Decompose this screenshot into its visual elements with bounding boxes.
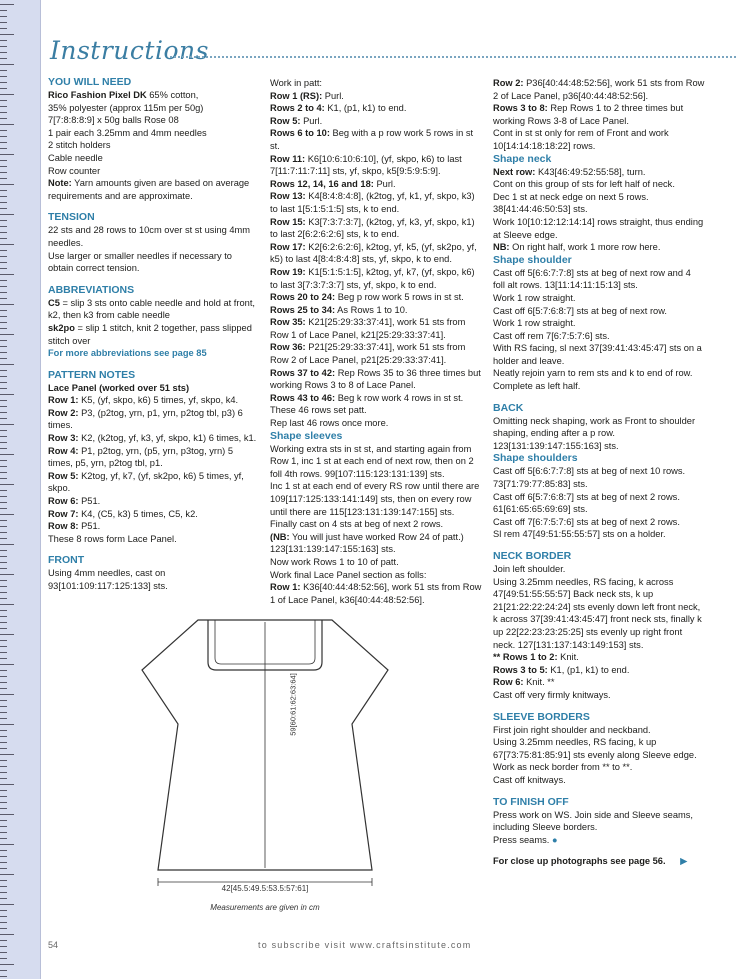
ruler-tick <box>0 502 7 503</box>
ruler-tick <box>0 280 7 281</box>
column-2 <box>270 77 482 606</box>
final-lace: Work final Lace Panel section as folls: <box>270 569 427 580</box>
ruler-tick <box>0 418 7 419</box>
ruler-tick <box>0 892 7 893</box>
ruler-tick <box>0 448 7 449</box>
ruler-tick <box>0 202 7 203</box>
ruler-tick <box>0 16 7 17</box>
ruler-tick <box>0 634 14 635</box>
neck-line: Cont on this group of sts for left half of neck. <box>493 179 675 190</box>
sleeve-para: Working extra sts in st st, and starting again from Row 1, inc 1 st at each end of next row, then on 2 foll 4th rows. 99[107:115:123:131:139] sts. <box>270 443 474 479</box>
ruler-tick <box>0 778 7 779</box>
ruler-tick <box>0 934 14 935</box>
patt-row: Row 11: K6[10:6:10:6:10], (yf, skpo, k6) to last 7[11:7:11:7:11] sts, yf, skpo, k5[9:5:9:5:9]. <box>270 153 462 177</box>
ruler-tick <box>0 70 7 71</box>
ruler-tick <box>0 916 7 917</box>
ruler-tick <box>0 460 7 461</box>
ruler-tick <box>0 262 7 263</box>
shoulder-line: Cast off rem 7[6:7:5:7:6] sts. <box>493 330 610 341</box>
ruler-tick <box>0 964 14 965</box>
neck-border-heading: NECK BORDER <box>493 550 572 562</box>
ruler-tick <box>0 358 7 359</box>
patt-row: Rows 37 to 42: Rep Rows 35 to 36 three times but working Rows 3 to 8 of Lace Panel. <box>270 367 481 391</box>
back-text: Omitting neck shaping, work as Front to shoulder shaping, ending after a p row. 123[131:139:147:155:163] sts. <box>493 415 696 451</box>
ruler-tick <box>0 154 14 155</box>
ruler-tick <box>0 586 7 587</box>
patt-row: Row 2: P36[40:44:48:52:56], work 51 sts from Row 2 of Lace Panel, p36[40:44:48:52:56]. <box>493 78 705 101</box>
ruler-tick <box>0 556 7 557</box>
sleeve-border-line: Using 3.25mm needles, RS facing, k up 67[73:75:81:85:91] sts evenly along Sleeve edge. <box>493 737 697 760</box>
ruler-tick <box>0 316 7 317</box>
ruler-tick <box>0 814 14 815</box>
sleeve-para: Inc 1 st at each end of every RS row until there are 109[117:125:133:141:149] sts, then on every row until there are 115[123:131:139:147:155] sts. <box>270 481 480 517</box>
ruler-tick <box>0 724 14 725</box>
ruler-tick <box>0 676 7 677</box>
tension-line: Use larger or smaller needles if necessary to obtain correct tension. <box>48 250 232 274</box>
shape-shoulder-heading: Shape shoulder <box>493 253 572 266</box>
ruler-tick <box>0 766 7 767</box>
front-text: Using 4mm needles, cast on 93[101:109:117:125:133] sts. <box>48 568 168 591</box>
ruler-tick <box>0 436 7 437</box>
ruler-tick <box>0 736 7 737</box>
ruler-tick <box>0 580 7 581</box>
ruler-tick <box>0 256 7 257</box>
next-row: Next row: K43[46:49:52:55:58], turn. <box>493 166 646 177</box>
ruler-tick <box>0 688 7 689</box>
patt-row: Row 5: Purl. <box>270 115 323 126</box>
ruler-tick <box>0 898 7 899</box>
ruler-tick <box>0 472 7 473</box>
ruler-tick <box>0 400 7 401</box>
ruler-tick <box>0 238 7 239</box>
ruler-tick <box>0 322 7 323</box>
ruler-tick <box>0 514 14 515</box>
shoulder-line: Cast off 6[5:7:6:8:7] sts at beg of next row. <box>493 305 667 316</box>
front-heading: FRONT <box>48 554 85 567</box>
ruler-tick <box>0 370 7 371</box>
ruler-tick <box>0 646 7 647</box>
ruler-tick <box>0 208 7 209</box>
ruler-tick <box>0 430 7 431</box>
ruler-tick <box>0 112 7 113</box>
ruler-tick <box>0 598 7 599</box>
neck-line: Dec 1 st at neck edge on next 5 rows. 38[41:44:46:50:53] sts. <box>493 191 649 215</box>
lace-row: Row 2: P3, (p2tog, yrn, p1, yrn, p2tog tbl, p3) 6 times. <box>48 407 243 431</box>
ruler-tick <box>0 808 7 809</box>
ruler-tick <box>0 520 7 521</box>
ruler-tick <box>0 880 7 881</box>
ruler-tick <box>0 574 14 575</box>
ruler-tick <box>0 292 7 293</box>
ruler-tick <box>0 376 7 377</box>
ruler-tick <box>0 34 14 35</box>
abbreviation-item: sk2po = slip 1 stitch, knit 2 together, pass slipped stitch over <box>48 322 252 346</box>
sleeve-para: Finally cast on 4 sts at beg of next 2 rows. <box>270 519 444 530</box>
ruler-tick <box>0 550 7 551</box>
patt-row: Row 17: K2[6:2:6:2:6], k2tog, yf, k5, (yf, sk2po, yf, k5) to last 4[8:4:8:4:8] sts, yf, skpo, k to end. <box>270 241 477 265</box>
ruler-tick <box>0 274 14 275</box>
ruler-tick <box>0 196 7 197</box>
lace-row: Row 3: K2, (k2tog, yf, k3, yf, skpo, k1) 6 times, k1. <box>48 433 257 444</box>
shoulders-line: Cast off 5[6:6:7:7:8] sts at beg of next 10 rows. 73[71:79:77:85:83] sts. <box>493 466 686 490</box>
ruler-tick <box>0 862 7 863</box>
yarn-note: Note: Yarn amounts given are based on average requirements and are approximate. <box>48 178 250 201</box>
ruler-tick <box>0 394 14 395</box>
ruler-tick <box>0 10 7 11</box>
ruler-tick <box>0 352 7 353</box>
ruler-tick <box>0 388 7 389</box>
ruler-tick <box>0 220 7 221</box>
ruler-tick <box>0 334 14 335</box>
ruler-tick <box>0 82 7 83</box>
ruler-tick <box>0 718 7 719</box>
ruler-tick <box>0 88 7 89</box>
patt-row: Rows 12, 14, 16 and 18: Purl. <box>270 178 396 189</box>
ruler-tick <box>0 664 14 665</box>
ruler-tick <box>0 850 7 851</box>
ruler-tick <box>0 940 7 941</box>
ruler-tick <box>0 124 14 125</box>
sleeve-border-line: Work as neck border from ** to **. <box>493 762 633 773</box>
ruler-tick <box>0 970 7 971</box>
ruler-tick <box>0 784 14 785</box>
shoulder-line: Complete as left half. <box>493 381 581 392</box>
neck-nb: NB: On right half, work 1 more row here. <box>493 242 661 253</box>
sleeve-border-line: First join right shoulder and neckband. <box>493 724 651 735</box>
ruler-tick <box>0 952 7 953</box>
lace-panel-title: Lace Panel (worked over 51 sts) <box>48 382 190 393</box>
ruler-tick <box>0 178 7 179</box>
ruler-tick <box>0 484 14 485</box>
ruler-tick <box>0 406 7 407</box>
ruler-tick <box>0 130 7 131</box>
lace-row: Row 5: K2tog, yf, k7, (yf, sk2po, k6) 5 times, yf, skpo. <box>48 470 244 494</box>
sleeve-borders-heading: SLEEVE BORDERS <box>493 710 590 723</box>
shape-neck-heading: Shape neck <box>493 152 552 165</box>
ruler-tick <box>0 742 7 743</box>
materials-line: Cable needle <box>48 152 103 163</box>
ruler-tick <box>0 106 7 107</box>
ruler-tick <box>0 904 14 905</box>
ruler-tick <box>0 454 14 455</box>
ruler-tick <box>0 250 7 251</box>
lace-panel-end: These 8 rows form Lace Panel. <box>48 533 177 544</box>
ruler-tick <box>0 832 7 833</box>
ruler-tick <box>0 604 14 605</box>
nb-row: Row 6: Knit. ** <box>493 677 555 688</box>
shoulder-line: Cast off 5[6:6:7:7:8] sts at beg of next row and 4 foll alt rows. 13[11:14:11:15:13] sts. <box>493 267 691 291</box>
patt-row: Row 15: K3[7:3:7:3:7], (k2tog, yf, k3, yf, skpo, k1) to last 2[6:2:6:2:6] sts, k to end. <box>270 216 475 240</box>
title-dotted-rule <box>170 56 736 58</box>
ruler-tick <box>0 298 7 299</box>
ruler-tick <box>0 622 7 623</box>
width-label: 42[45.5:49.5:53.5:57:61] <box>221 884 309 893</box>
yarn-name: Rico Fashion Pixel DK <box>48 90 147 100</box>
you-will-need-heading: YOU WILL NEED <box>48 76 132 88</box>
patt-row: Row 13: K4[8:4:8:4:8], (k2tog, yf, k1, yf, skpo, k3) to last 1[5:1:5:1:5] sts, k to end. <box>270 191 475 214</box>
ruler-tick <box>0 46 7 47</box>
column-1 <box>48 76 258 593</box>
ruler-tick <box>0 694 14 695</box>
sleeve-border-line: Cast off knitways. <box>493 774 566 785</box>
ruler-tick <box>0 868 7 869</box>
press-seams: Press seams. ● <box>493 834 558 845</box>
height-label: 59[60:61:62:63:64] <box>288 673 298 736</box>
ruler-tick <box>0 610 7 611</box>
ruler-tick <box>0 184 14 185</box>
ruler-tick <box>0 148 7 149</box>
now-work: Now work Rows 1 to 10 of patt. <box>270 556 399 567</box>
ruler-tick <box>0 4 14 5</box>
ruler-tick <box>0 172 7 173</box>
ruler-tick <box>0 424 14 425</box>
patt-row: Row 36: P21[25:29:33:37:41], work 51 sts from Row 2 of Lace Panel, p21[25:29:33:37:41]. <box>270 342 466 366</box>
closeup-link[interactable]: For close up photographs see page 56. ▶ <box>493 856 688 867</box>
ruler-tick <box>0 304 14 305</box>
ruler-tick <box>0 166 7 167</box>
ruler-tick <box>0 790 7 791</box>
shoulders-line: Cast off 6[5:7:6:8:7] sts at beg of next 2 rows. 61[61:65:65:69:69] sts. <box>493 491 680 515</box>
ruler-tick <box>0 712 7 713</box>
patt-row: Rows 3 to 8: Rep Rows 1 to 2 three times but working Rows 3-8 of Lace Panel. <box>493 103 684 126</box>
shoulders-line: Cast off 7[6:7:5:7:6] sts at beg of next 2 rows. <box>493 516 680 527</box>
ruler-tick <box>0 58 7 59</box>
patt-row: Rows 20 to 24: Beg p row work 5 rows in st st. <box>270 292 464 303</box>
ruler-tick <box>0 538 7 539</box>
ruler-tick <box>0 76 7 77</box>
ruler-tick <box>0 700 7 701</box>
ruler-tick <box>0 796 7 797</box>
materials-line: 2 stitch holders <box>48 140 111 151</box>
shoulder-line: Work 1 row straight. <box>493 318 576 329</box>
ruler-tick <box>0 94 14 95</box>
patt-row: Row 1 (RS): Purl. <box>270 90 344 101</box>
materials-line: 7[7:8:8:8:9] x 50g balls Rose 08 <box>48 115 179 126</box>
ruler-tick <box>0 568 7 569</box>
ruler-tick <box>0 100 7 101</box>
ruler-tick <box>0 706 7 707</box>
shoulder-line: With RS facing, sl next 37[39:41:43:45:47] sts on a holder and leave. <box>493 343 702 366</box>
ruler-tick <box>0 382 7 383</box>
ruler-tick <box>0 658 7 659</box>
ruler-tick <box>0 328 7 329</box>
ruler-tick <box>0 844 14 845</box>
garment-schematic <box>140 612 390 907</box>
ruler-tick <box>0 490 7 491</box>
patt-row: Row 19: K1[5:1:5:1:5], k2tog, yf, k7, (yf, skpo, k6) to last 3[7:3:7:3:7] sts, yf, skpo, k to end. <box>270 266 475 290</box>
ruler-tick <box>0 616 7 617</box>
work-in-patt: Work in patt: <box>270 78 323 88</box>
ruler-tick <box>0 232 7 233</box>
column-3 <box>493 77 705 868</box>
patt-row: Rows 43 to 46: Beg k row work 4 rows in st st. <box>270 392 464 403</box>
ruler-tick <box>0 28 7 29</box>
ruler-tick <box>0 508 7 509</box>
ruler-tick <box>0 976 7 977</box>
ruler-tick <box>0 592 7 593</box>
cont-text: Cont in st st only for rem of Front and work 10[14:14:18:18:22] rows. <box>493 128 669 151</box>
ruler-tick <box>0 142 7 143</box>
nb-end: Cast off very firmly knitways. <box>493 689 611 700</box>
shoulders-line: Sl rem 47[49:51:55:55:57] sts on a holder. <box>493 529 666 540</box>
ruler-tick <box>0 640 7 641</box>
ruler-tick <box>0 958 7 959</box>
ruler-tick <box>0 52 7 53</box>
ruler-tick <box>0 160 7 161</box>
ruler-tick <box>0 364 14 365</box>
lace-row: Row 8: P51. <box>48 521 101 532</box>
patt-row: Rows 2 to 4: K1, (p1, k1) to end. <box>270 103 407 114</box>
materials-line: 1 pair each 3.25mm and 4mm needles <box>48 127 207 138</box>
ruler-tick <box>0 310 7 311</box>
ruler-tick <box>0 226 7 227</box>
ruler-tick <box>0 886 7 887</box>
ruler-tick <box>0 214 14 215</box>
ruler-tick <box>0 748 7 749</box>
lace-row: Row 4: P1, p2tog, yrn, (p5, yrn, p3tog, yrn) 5 times, p5, yrn, p2tog tbl, p1. <box>48 445 233 469</box>
shoulder-line: Neatly rejoin yarn to rem sts and k to end of row. <box>493 368 693 379</box>
page-number: 54 <box>48 940 59 950</box>
ruler-tick <box>0 754 14 755</box>
end-bullet-icon: ● <box>551 834 558 845</box>
ruler-tick <box>0 136 7 137</box>
ruler-tick <box>0 190 7 191</box>
ruler-tick <box>0 268 7 269</box>
ruler-tick <box>0 730 7 731</box>
ruler-tick <box>0 838 7 839</box>
ruler-tick <box>0 544 14 545</box>
finish-heading: TO FINISH OFF <box>493 795 569 808</box>
ruler-tick <box>0 40 7 41</box>
ruler-tick <box>0 532 7 533</box>
patt-row: Row 35: K21[25:29:33:37:41], work 51 sts from Row 1 of Lace Panel, k21[25:29:33:37:41]. <box>270 317 466 340</box>
yarn-info: Rico Fashion Pixel DK 65% cotton, <box>48 90 199 100</box>
pattern-notes-heading: PATTERN NOTES <box>48 368 136 381</box>
lace-row: Row 7: K4, (C5, k3) 5 times, C5, k2. <box>48 508 198 519</box>
finish-text: Press work on WS. Join side and Sleeve seams, including Sleeve borders. <box>493 809 693 833</box>
neck-border-line: Using 3.25mm needles, RS facing, k across 47[49:51:55:55:57] Back neck sts, k up 21[21:22:22:24:24] sts evenly down left front neck, k across 37[39:41:43:45:47] front neck sts, finally k up 22[22:23:23:25:25] sts evenly up right front neck. 127[131:137:143:149:153] sts. <box>493 576 702 650</box>
lace-row: Row 6: P51. <box>48 496 101 507</box>
ruler-tick <box>0 652 7 653</box>
ruler-tick <box>0 466 7 467</box>
abbreviation-item: C5 = slip 3 sts onto cable needle and hold at front, k2, then k3 from cable needle <box>48 297 255 321</box>
measurement-caption: Measurements are given in cm <box>210 903 320 912</box>
more-abbreviations-link[interactable]: For more abbreviations see page 85 <box>48 348 207 359</box>
ruler-tick <box>0 22 7 23</box>
shoulder-line: Work 1 row straight. <box>493 292 576 303</box>
ruler-tick <box>0 802 7 803</box>
sleeve-nb: (NB: You will just have worked Row 24 of patt.) 123[131:139:147:155:163] sts. <box>270 531 464 555</box>
ruler-tick <box>0 682 7 683</box>
shape-sleeves-heading: Shape sleeves <box>270 429 343 442</box>
materials-line: 35% polyester (approx 115m per 50g) <box>48 102 204 113</box>
patt-row: Rows 25 to 34: As Rows 1 to 10. <box>270 304 408 315</box>
ruler-tick <box>0 340 7 341</box>
tension-heading: TENSION <box>48 211 95 224</box>
set-line: These 46 rows set patt. <box>270 405 367 416</box>
neck-border-line: Join left shoulder. <box>493 564 566 574</box>
ruler-tick <box>0 826 7 827</box>
ruler-tick <box>0 772 7 773</box>
nb-row: ** Rows 1 to 2: Knit. <box>493 652 579 663</box>
nb-row: Rows 3 to 5: K1, (p1, k1) to end. <box>493 664 630 675</box>
ruler-tick <box>0 928 7 929</box>
ruler-tick <box>0 412 7 413</box>
ruler-tick <box>0 922 7 923</box>
left-ruler <box>0 0 41 979</box>
neck-line: Work 10[10:12:12:14:14] rows straight, thus ending at Sleeve edge. <box>493 216 704 240</box>
ruler-tick <box>0 628 7 629</box>
subscribe-link[interactable]: to subscribe visit www.craftsinstitute.com <box>258 940 472 950</box>
final-row: Row 1: K36[40:44:48:52:56], work 51 sts from Row 1 of Lace Panel, k36[40:44:48:52:56]. <box>270 582 482 605</box>
shape-shoulders-heading: Shape shoulders <box>493 452 578 465</box>
ruler-tick <box>0 856 7 857</box>
ruler-tick <box>0 346 7 347</box>
ruler-tick <box>0 946 7 947</box>
back-heading: BACK <box>493 401 524 414</box>
materials-line: Row counter <box>48 165 101 176</box>
abbreviations-heading: ABBREVIATIONS <box>48 283 135 296</box>
ruler-tick <box>0 64 14 65</box>
ruler-tick <box>0 118 7 119</box>
set-line: Rep last 46 rows once more. <box>270 418 389 429</box>
ruler-tick <box>0 910 7 911</box>
tension-line: 22 sts and 28 rows to 10cm over st st using 4mm needles. <box>48 225 251 248</box>
ruler-tick <box>0 562 7 563</box>
ruler-tick <box>0 820 7 821</box>
ruler-tick <box>0 244 14 245</box>
ruler-tick <box>0 442 7 443</box>
ruler-tick <box>0 760 7 761</box>
patt-row: Rows 6 to 10: Beg with a p row work 5 rows in st st. <box>270 128 474 151</box>
arrow-right-icon: ▶ <box>680 856 688 867</box>
ruler-tick <box>0 670 7 671</box>
ruler-tick <box>0 526 7 527</box>
lace-row: Row 1: K5, (yf, skpo, k6) 5 times, yf, skpo, k4. <box>48 395 239 406</box>
page-title: Instructions <box>50 36 209 65</box>
ruler-tick <box>0 874 14 875</box>
ruler-tick <box>0 286 7 287</box>
ruler-tick <box>0 496 7 497</box>
ruler-tick <box>0 478 7 479</box>
